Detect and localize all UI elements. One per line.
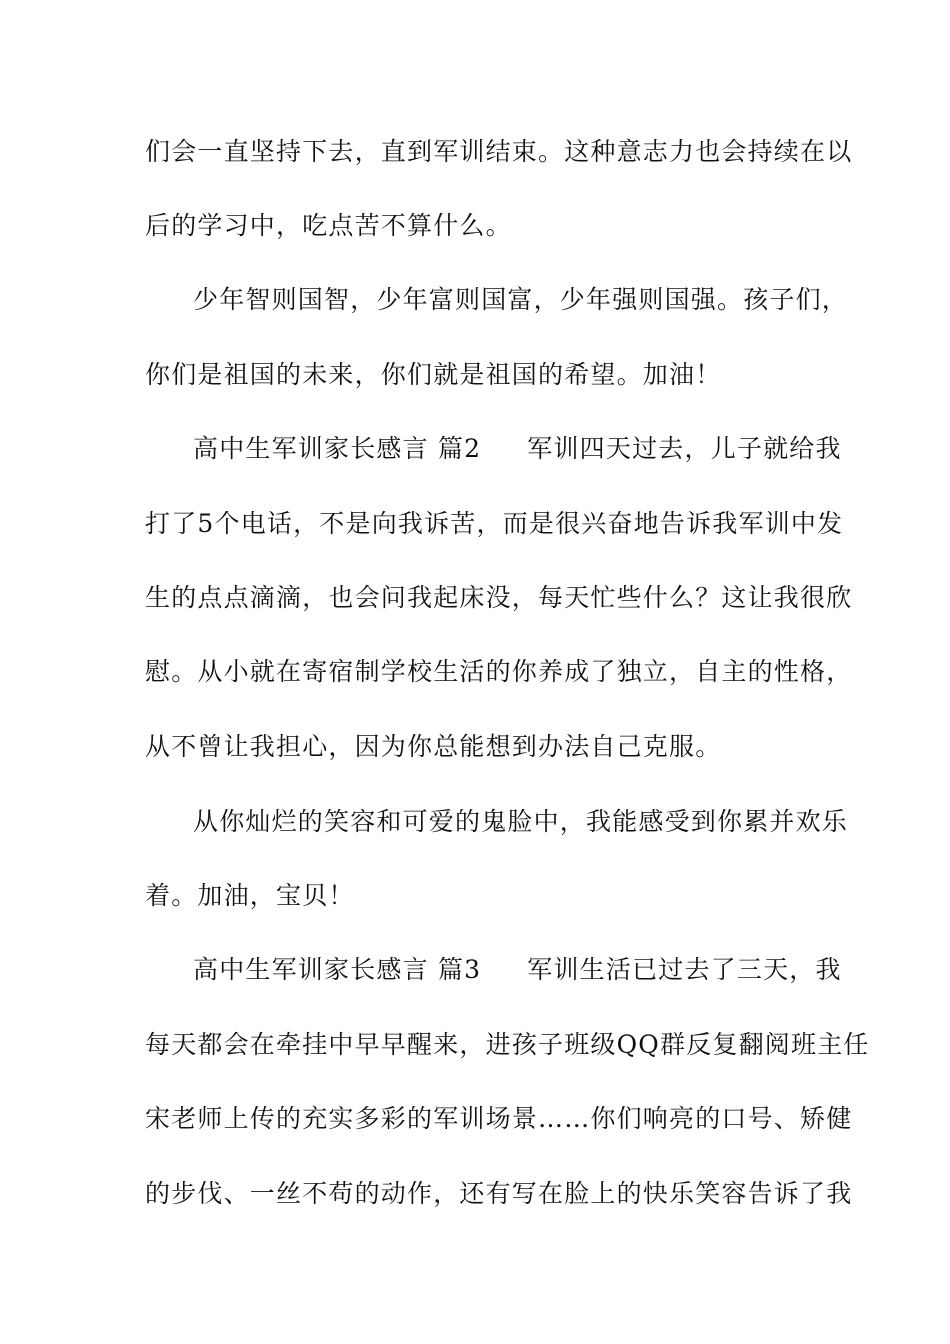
paragraph-line: 少年智则国智，少年富则国富，少年强则国强。孩子们， [193,285,849,314]
paragraph-line: 慰。从小就在寄宿制学校生活的你养成了独立，自主的性格， [145,657,853,686]
paragraph-line: 你们是祖国的未来，你们就是祖国的希望。加油！ [145,360,722,389]
section-heading-line [193,429,842,469]
paragraph-line: 生的点点滴滴，也会问我起床没，每天忙些什么？这让我很欣 [145,583,853,612]
section-heading-line [193,950,842,990]
paragraph-line: 打了5个电话，不是向我诉苦，而是很兴奋地告诉我军训中发 [145,509,844,538]
paragraph-line: 的步伐、一丝不苟的动作，还有写在脸上的快乐笑容告诉了我 [145,1179,853,1208]
paragraph-line: 们会一直坚持下去，直到军训结束。这种意志力也会持续在以 [145,137,853,166]
paragraph-line: 后的学习中，吃点苦不算什么。 [145,211,512,240]
paragraph-line: 每天都会在牵挂中早早醒来，进孩子班级QQ群反复翻阅班主任 [145,1030,870,1059]
paragraph-line: 宋老师上传的充实多彩的军训场景……你们响亮的口号、矫健 [145,1104,853,1133]
paragraph-line: 从不曾让我担心，因为你总能想到办法自己克服。 [145,732,722,761]
paragraph-line: 着。加油，宝贝！ [145,881,355,910]
section-title: 高中生军训家长感言 篇3 [193,955,482,984]
section-lead-text: 军训生活已过去了三天，我 [527,955,842,984]
paragraph-line: 从你灿烂的笑容和可爱的鬼脸中，我能感受到你累并欢乐 [193,807,849,836]
section-title: 高中生军训家长感言 篇2 [193,434,482,463]
section-lead-text: 军训四天过去，儿子就给我 [527,434,842,463]
